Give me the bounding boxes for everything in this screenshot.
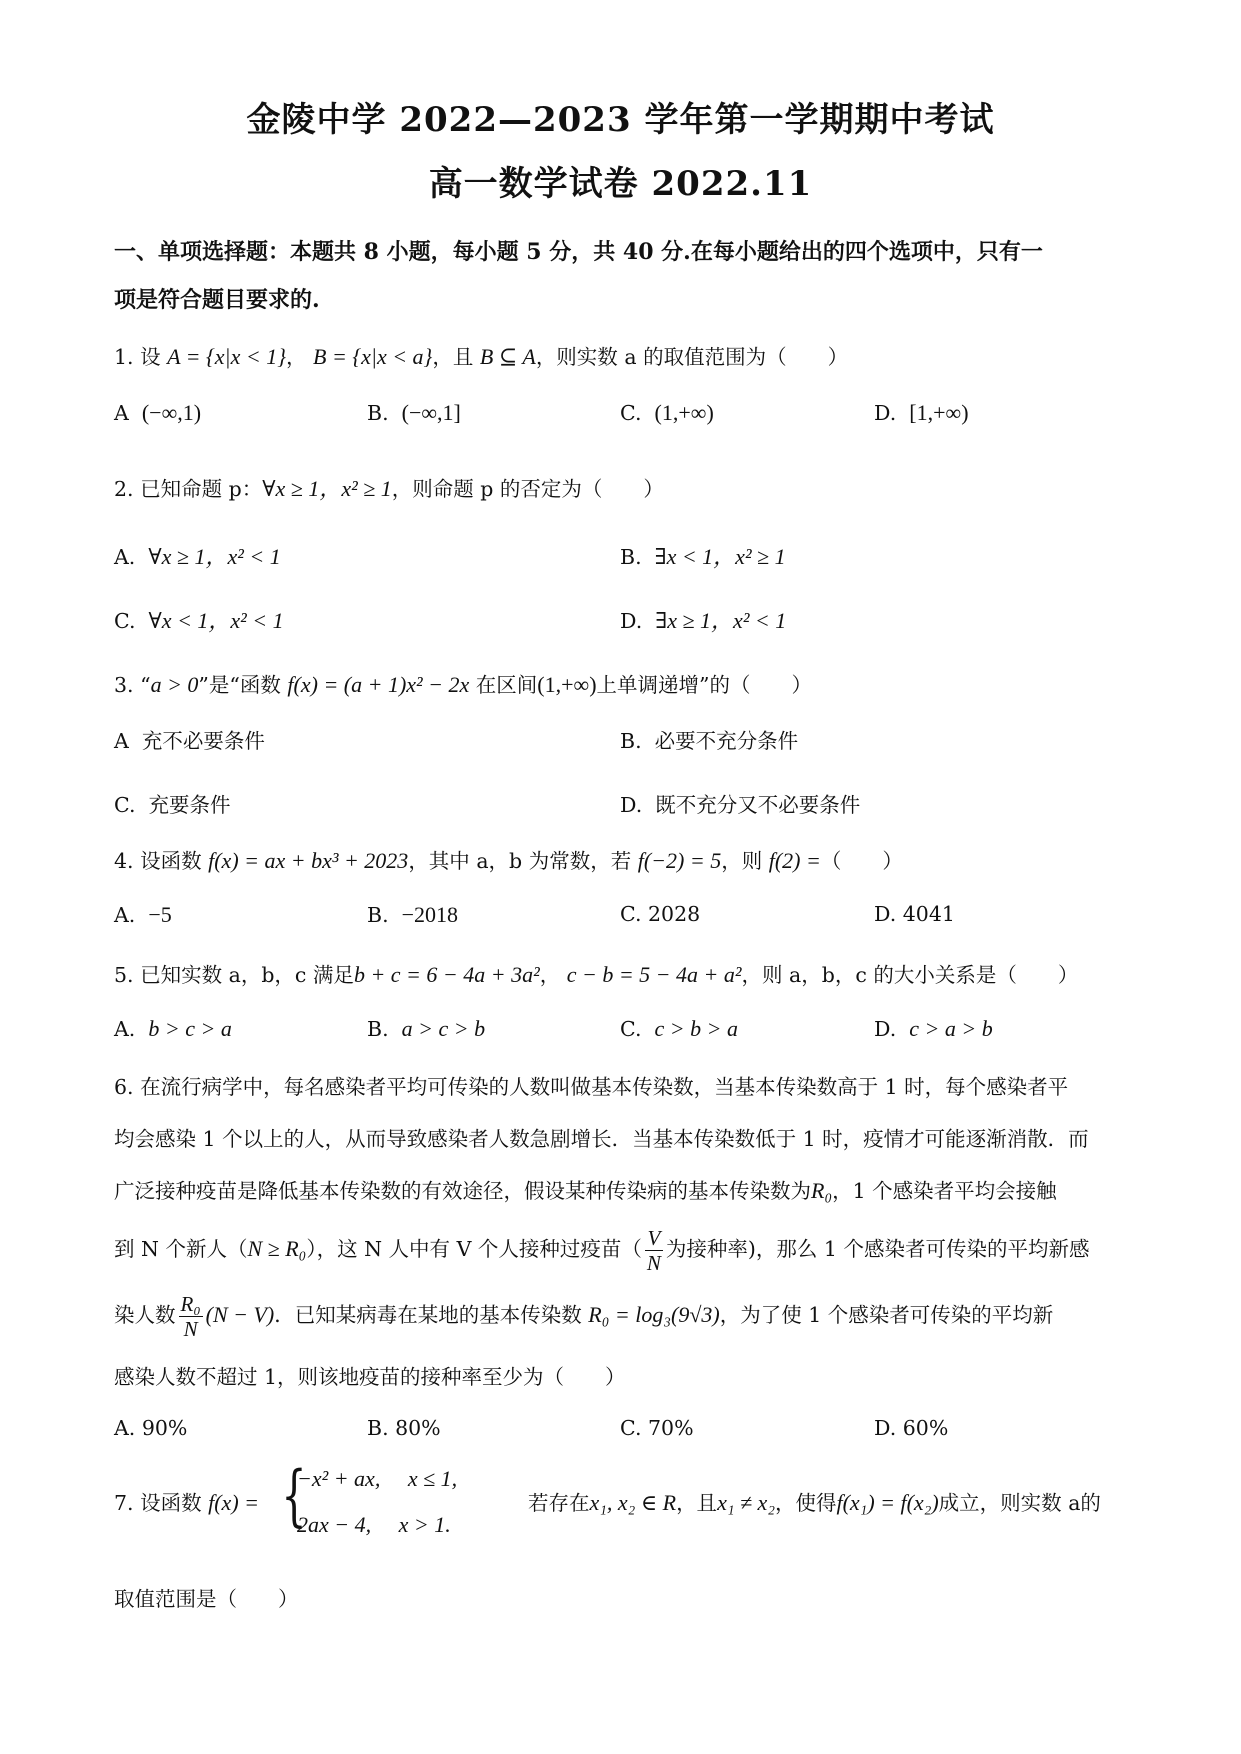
option-label: A. [114, 903, 136, 927]
q6-line-6: 感染人数不超过 1，则该地疫苗的接种率至少为（ ） [114, 1365, 626, 1389]
section-heading-line2: 项是符合题目要求的. [114, 287, 320, 313]
option-value: 充不必要条件 [141, 729, 265, 753]
option-label: C. [620, 1017, 642, 1041]
q6-line4-mid: ），这 N 人中有 V 个人接种过疫苗（ [306, 1237, 642, 1261]
option-value: [1,+∞) [909, 400, 969, 425]
q4-option-a [114, 902, 172, 928]
q2-option-a [114, 540, 281, 571]
q2-option-b [620, 540, 786, 571]
q5-sep: ， [539, 963, 561, 987]
q6-line4-pre: 到 N 个新人（ [114, 1237, 248, 1261]
q6-fraction-r0-over-n [179, 1292, 203, 1341]
q3-option-a [114, 724, 265, 754]
q6-r0-value: R₀ = log₃(9√3) [588, 1302, 720, 1327]
q3-option-b [620, 724, 798, 754]
q1-tail: ，则实数 a 的取值范围为（ ） [535, 345, 849, 369]
case-expression: −x² + ax, x ≤ 1, [297, 1466, 458, 1491]
option-value: (−∞,1] [401, 400, 461, 425]
q4-mid2: ，则 [721, 849, 763, 873]
q7-mid2: ，且 [676, 1491, 718, 1515]
option-label: C. [114, 793, 136, 817]
option-value: (−∞,1) [141, 400, 202, 425]
q6-expression: (N − V) [205, 1302, 275, 1327]
option-value: ∃x < 1，x² ≥ 1 [654, 544, 786, 569]
q2-proposition: ∀x ≥ 1，x² ≥ 1 [262, 476, 392, 501]
q7-case-1 [297, 1462, 457, 1493]
q3-post: 上单调递增”的（ ） [596, 673, 813, 697]
option-value: 既不充分又不必要条件 [655, 793, 861, 817]
q6-option-c: C. 70% [620, 1416, 694, 1440]
section-heading-line1: 一、单项选择题：本题共 8 小题，每小题 5 分，共 40 分.在每小题给出的四个选项中，只有一 [114, 239, 1043, 265]
option-label: B. [367, 1017, 389, 1041]
piecewise-brace: { [281, 1457, 307, 1534]
q6-option-a: A. 90% [114, 1416, 188, 1440]
question-4-stem [114, 844, 903, 874]
q7-mid: 若存在 [528, 1491, 590, 1515]
q4-ask: f(2) = [768, 848, 821, 873]
option-value: c > b > a [654, 1016, 738, 1041]
q4-condition: f(−2) = 5 [637, 848, 722, 873]
question-5-stem [114, 958, 1078, 988]
q6-line-1: 6. 在流行病学中，每名感染者平均可传染的人数叫做基本传染数，当基本传染数高于 1 时，每个感染者平 [114, 1075, 1069, 1099]
option-value: ∀x ≥ 1，x² < 1 [148, 544, 281, 569]
option-label: A [114, 401, 129, 425]
exam-title: 金陵中学 2022—2023 学年第一学期期中考试 [246, 100, 995, 140]
q7-post: 成立，则实数 a的 [938, 1491, 1101, 1515]
case-expression: 2ax − 4, x > 1. [297, 1512, 451, 1537]
q1-option-a [114, 400, 201, 426]
q5-option-c [620, 1016, 738, 1042]
q1-number: 1. 设 [114, 345, 161, 369]
q7-mid3: ，使得 [774, 1491, 837, 1515]
q3-pre: 3. “ [114, 673, 151, 697]
fraction-numerator: R₀ [180, 1292, 201, 1316]
option-label: D. [620, 609, 643, 633]
q7-function-lhs: f(x) = [208, 1490, 259, 1515]
q1-set-b: B = {x|x < a} [313, 344, 433, 369]
q7-stem-rest [528, 1486, 1101, 1516]
option-value: 充要条件 [148, 793, 231, 817]
q5-post: ，则 a，b，c 的大小关系是（ ） [741, 963, 1079, 987]
q6-line3-pre: 广泛接种疫苗是降低基本传染数的有效途径，假设某种传染病的基本传染数为 [114, 1179, 811, 1203]
option-value: b > c > a [148, 1016, 232, 1041]
option-value: ∀x < 1，x² < 1 [148, 608, 284, 633]
q6-option-d: D. 60% [874, 1416, 949, 1440]
question-2-stem [114, 472, 664, 503]
q6-line-4 [114, 1226, 1139, 1275]
q3-option-d [620, 788, 860, 818]
option-label: D. [874, 1017, 897, 1041]
fraction-denominator: N [646, 1251, 661, 1275]
q6-inequality: N ≥ R₀ [247, 1236, 307, 1261]
q3-interval: (1,+∞) [537, 672, 597, 697]
q1-cond-pre: ，且 [432, 345, 474, 369]
q4-function: f(x) = ax + bx³ + 2023 [208, 848, 409, 873]
option-label: D. [874, 401, 897, 425]
option-label: A. [114, 1017, 136, 1041]
q4-option-c: C. 2028 [620, 902, 701, 926]
option-value: ∃x ≥ 1，x² < 1 [655, 608, 787, 633]
q6-option-b: B. 80% [367, 1416, 441, 1440]
option-value: 必要不充分条件 [654, 729, 799, 753]
q4-mid: ，其中 a，b 为常数，若 [408, 849, 632, 873]
option-value: −2018 [401, 902, 459, 927]
q7-condition-1: x₁, x₂ ∈ R [589, 1490, 677, 1515]
q6-r0: R₀ [811, 1178, 833, 1203]
q3-option-c [114, 788, 231, 818]
q7-condition-2: x₁ ≠ x₂ [717, 1490, 775, 1515]
q7-pre: 7. 设函数 [114, 1491, 202, 1515]
option-label: A [114, 729, 129, 753]
option-value: a > c > b [401, 1016, 486, 1041]
q6-line3-post: ，1 个感染者平均会接触 [832, 1179, 1057, 1203]
q6-line5-mid: ．已知某病毒在某地的基本传染数 [274, 1303, 582, 1327]
q3-condition: a > 0 [150, 672, 199, 697]
q1-option-c [620, 400, 714, 426]
q3-mid2: 在区间 [475, 673, 538, 697]
q3-mid: ”是“函数 [198, 673, 281, 697]
q3-function: f(x) = (a + 1)x² − 2x [287, 672, 470, 697]
q6-line5-post: ，为了使 1 个感染者可传染的平均新 [719, 1303, 1054, 1327]
q1-option-d [874, 400, 969, 426]
q6-fraction-v-over-n [645, 1226, 663, 1275]
q5-equation-2: c − b = 5 − 4a + a² [566, 962, 742, 987]
q7-case-2 [297, 1508, 451, 1539]
q4-option-b [367, 902, 458, 928]
q5-pre: 5. 已知实数 a，b，c 满足 [114, 963, 354, 987]
q1-option-b [367, 400, 461, 426]
option-value: (1,+∞) [654, 400, 714, 425]
option-label: B. [367, 401, 389, 425]
question-3-stem [114, 668, 812, 698]
option-value: −5 [148, 902, 172, 927]
q7-line-2: 取值范围是（ ） [114, 1587, 299, 1611]
option-label: B. [620, 545, 642, 569]
option-label: B. [367, 903, 389, 927]
q5-option-b [367, 1016, 485, 1042]
q6-line5-pre: 染人数 [114, 1303, 176, 1327]
option-value: c > a > b [909, 1016, 993, 1041]
option-label: B. [620, 729, 642, 753]
question-1-stem [114, 340, 848, 370]
q6-line4-post: 为接种率)，那么 1 个感染者可传染的平均新感 [665, 1237, 1090, 1261]
option-label: C. [620, 401, 642, 425]
option-label: C. [114, 609, 136, 633]
q6-line-3 [114, 1174, 1139, 1204]
q2-option-c [114, 604, 284, 635]
q5-option-d [874, 1016, 993, 1042]
q4-option-d: D. 4041 [874, 902, 955, 926]
option-label: A. [114, 545, 136, 569]
option-label: D. [620, 793, 643, 817]
q6-line-5 [114, 1292, 1139, 1341]
q2-stem-post: ，则命题 p 的否定为（ ） [391, 477, 664, 501]
q4-pre: 4. 设函数 [114, 849, 202, 873]
fraction-numerator: V [645, 1226, 663, 1251]
q7-prefix [114, 1486, 259, 1516]
q7-condition-3: f(x₁) = f(x₂) [836, 1490, 939, 1515]
q5-option-a [114, 1016, 232, 1042]
q1-set-a: A = {x|x < 1} [167, 344, 287, 369]
q4-post: （ ） [820, 849, 903, 873]
q2-option-d [620, 604, 786, 635]
exam-subtitle: 高一数学试卷 2022.11 [428, 164, 813, 204]
fraction-denominator: N [183, 1317, 198, 1341]
q1-sep: ， [286, 345, 307, 369]
q2-stem-pre: 2. 已知命题 p： [114, 477, 263, 501]
q1-condition: B ⊆ A [479, 344, 536, 369]
q6-line-2: 均会感染 1 个以上的人，从而导致感染者人数急剧增长．当基本传染数低于 1 时，疫情才可能逐渐消散．而 [114, 1127, 1089, 1151]
q5-equation-1: b + c = 6 − 4a + 3a² [353, 962, 540, 987]
